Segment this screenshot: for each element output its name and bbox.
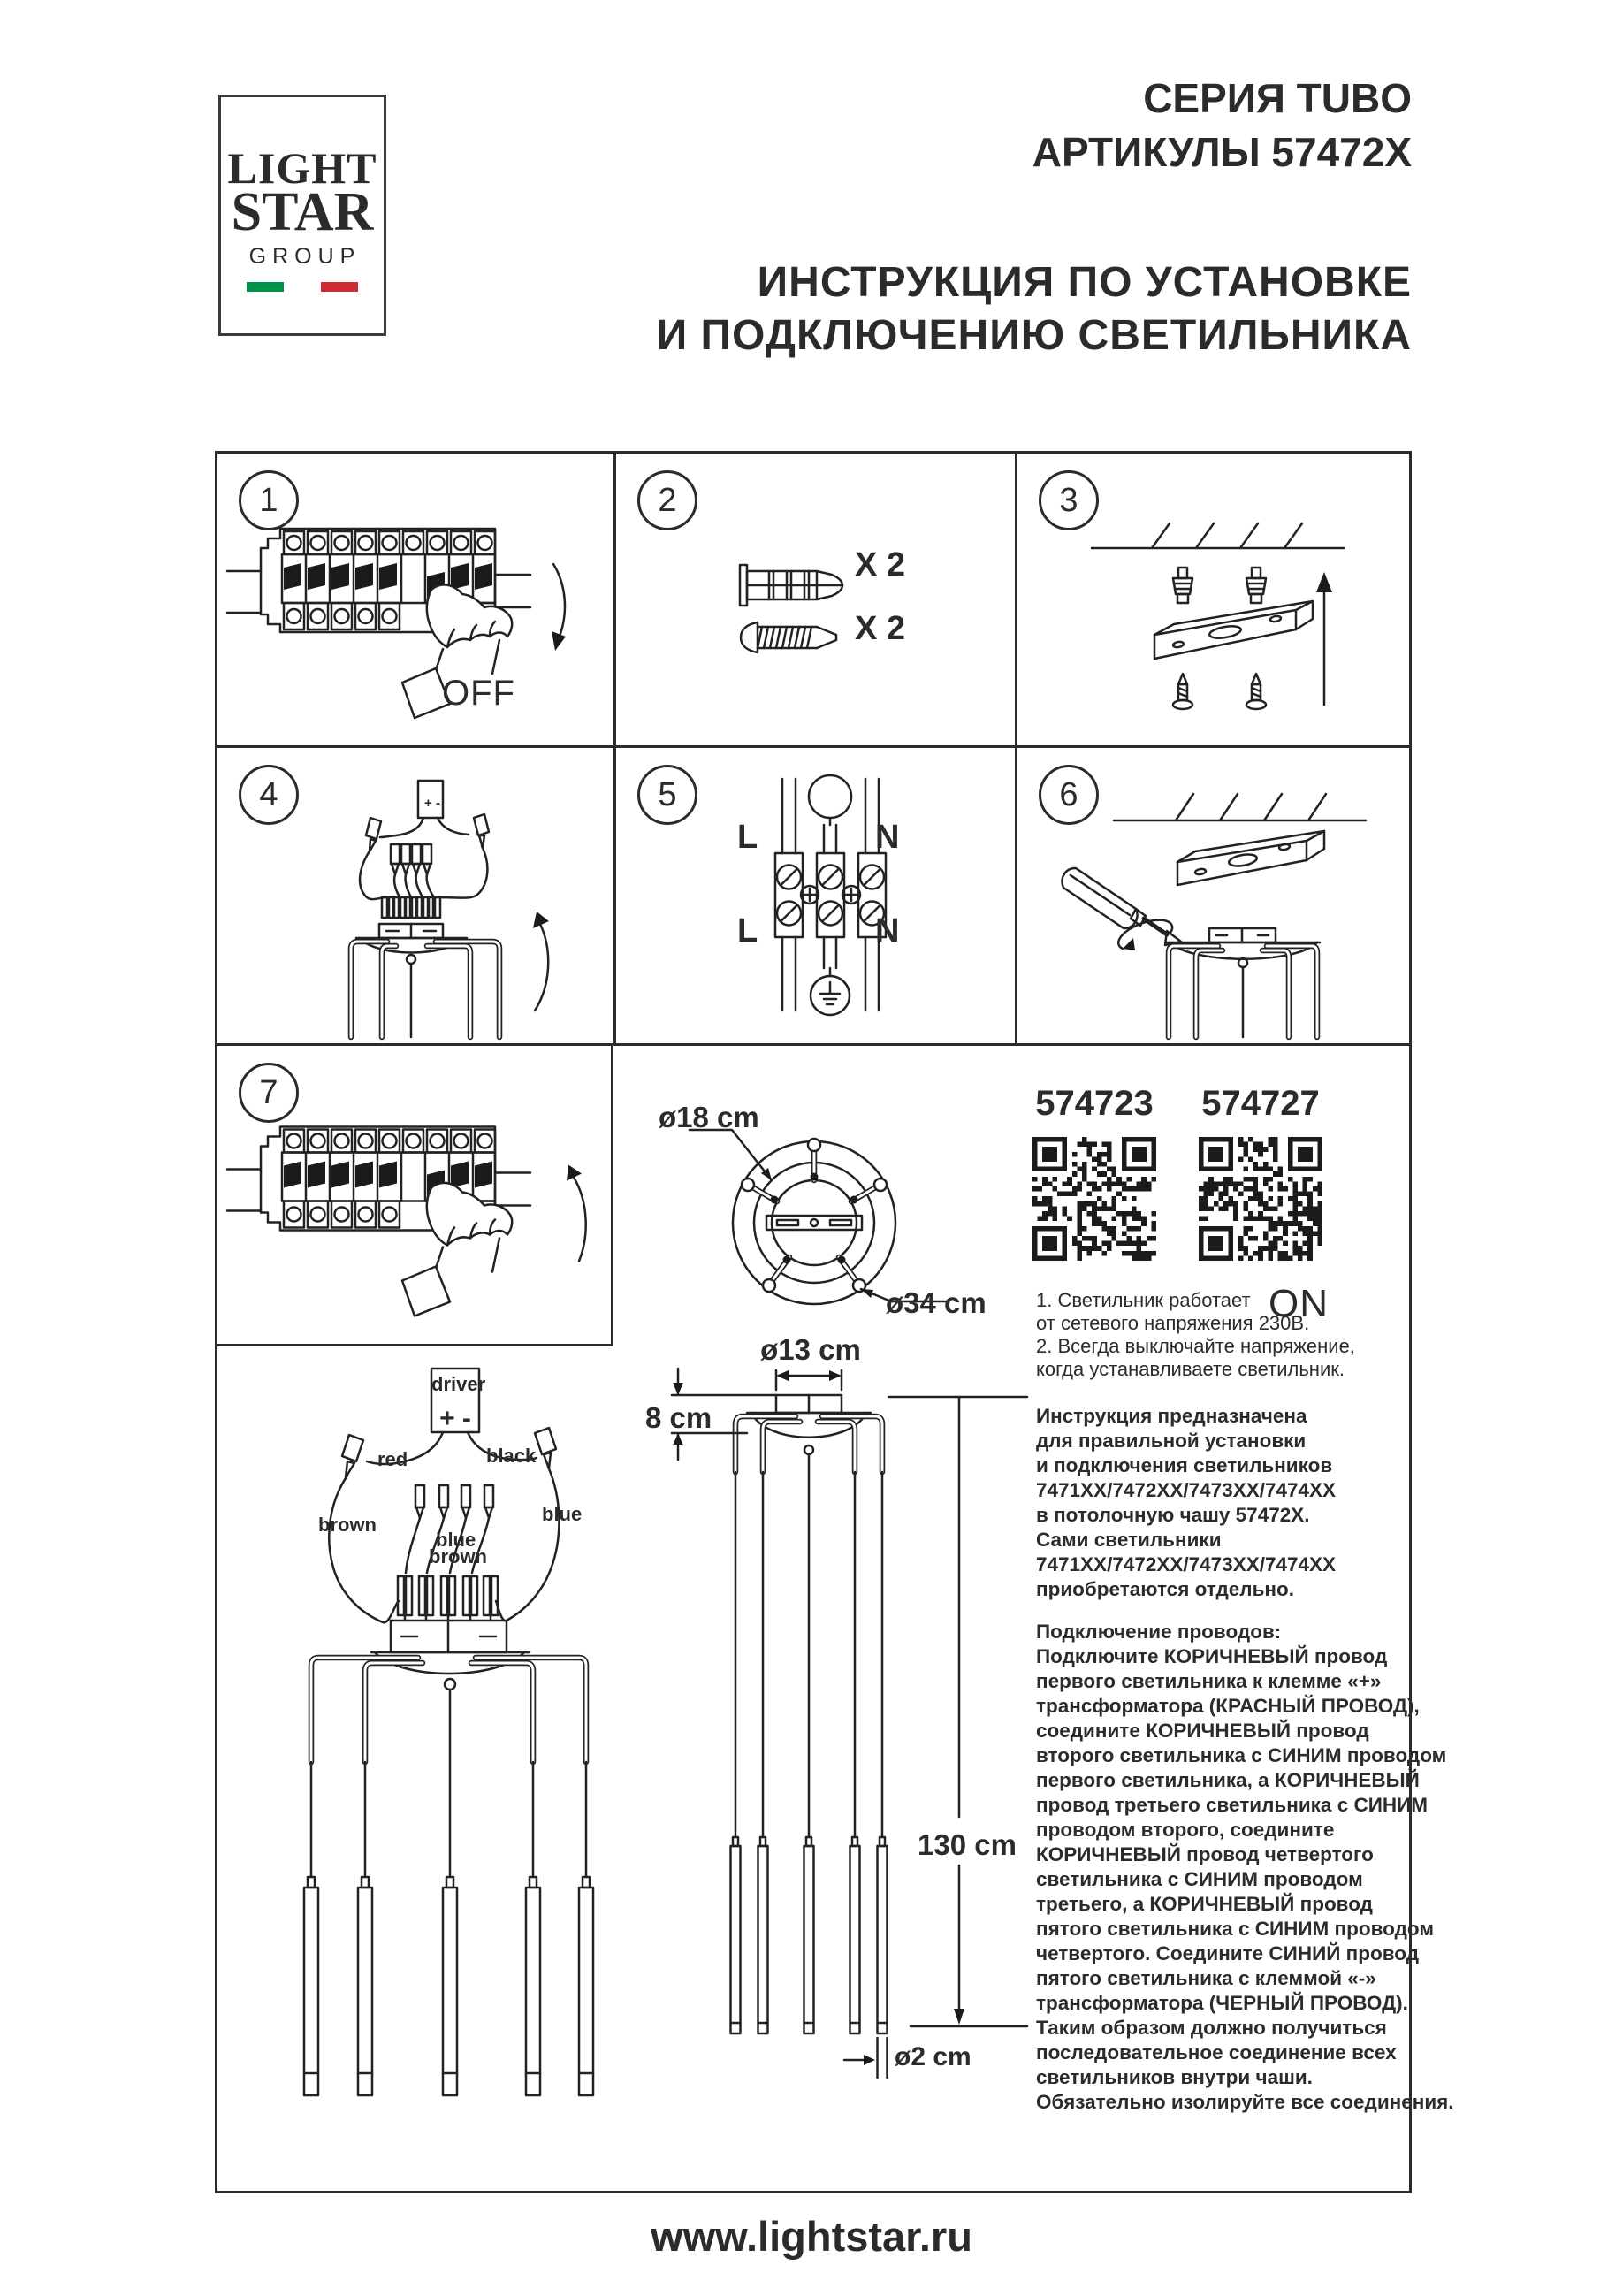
on-label: ON <box>1269 1282 1329 1325</box>
step-1-number: 1 <box>239 470 299 530</box>
step5-terminal-diagram <box>613 745 1014 1043</box>
n-bottom-label: N <box>875 912 900 950</box>
step4-wiring-diagram <box>215 745 613 1043</box>
step-3-number: 3 <box>1039 470 1099 530</box>
instruction-title-line2: И ПОДКЛЮЧЕНИЮ СВЕТИЛЬНИКА <box>656 312 1412 359</box>
logo-group: GROUP <box>248 244 362 269</box>
dim-34-label: ø34 cm <box>886 1286 987 1319</box>
dim-8-label: 8 cm <box>645 1401 712 1434</box>
driver-polarity-label: + - <box>439 1404 471 1433</box>
screw-qty-label: X 2 <box>855 610 906 647</box>
step-7-number: 7 <box>239 1063 299 1123</box>
step-2-number: 2 <box>637 470 697 530</box>
step-4-number: 4 <box>239 765 299 825</box>
qr-code-574727 <box>1199 1137 1322 1261</box>
lightstar-logo <box>218 95 386 336</box>
logo-star: STAR <box>231 182 374 242</box>
l-bottom-label: L <box>737 912 758 950</box>
blue-wire-label: blue <box>542 1503 583 1525</box>
step-5-number: 5 <box>637 765 697 825</box>
dim-13-label: ø13 cm <box>760 1333 861 1366</box>
step2-hardware-diagram <box>613 451 1014 745</box>
step7-breakers-on-diagram <box>215 1046 613 1346</box>
brown-wire-label: brown <box>318 1514 377 1536</box>
front-dimension-diagram <box>619 1326 1043 2095</box>
purpose-paragraph: Инструкция предназначена для правильной установки и подключения светильников 7471XX/7472XX/7473XX/7474XX в потолочную чашу 57472X. Сами светильники 7471XX/7472XX/7473XX/7474XX приобретаются отдельно. <box>1036 1405 1337 1600</box>
brown-mid-wire-label: brown <box>429 1545 487 1568</box>
driver-label: driver <box>431 1373 486 1395</box>
website-url: www.lightstar.ru <box>651 2213 972 2260</box>
safety-note: 1. Светильник работает от сетевого напряжения 230В. 2. Всегда выключайте напряжение, когда устанавливаете светильник. <box>1036 1289 1355 1380</box>
articles-title: АРТИКУЛЫ 57472X <box>1032 129 1412 175</box>
logo-light: LIGHT <box>227 143 377 193</box>
qr-code-574723 <box>1032 1137 1156 1261</box>
black-wire-label: black <box>486 1445 537 1467</box>
dim-18-label: ø18 cm <box>659 1101 759 1133</box>
step6-fix-bracket-diagram <box>1015 745 1412 1043</box>
red-wire-label: red <box>377 1448 408 1470</box>
driver-wiring-diagram <box>215 1346 630 2195</box>
series-title: СЕРИЯ TUBO <box>1143 75 1412 121</box>
article-574727-label: 574727 <box>1201 1084 1320 1123</box>
n-top-label: N <box>875 819 900 856</box>
italian-flag-icon <box>247 282 358 292</box>
step4-driver-polarity: + - <box>424 796 440 811</box>
blue-mid-wire-label: blue <box>436 1529 476 1551</box>
step3-ceiling-mount-diagram <box>1015 451 1412 745</box>
dim-2-label: ø2 cm <box>895 2042 972 2071</box>
l-top-label: L <box>737 819 758 856</box>
dim-130-label: 130 cm <box>918 1828 1017 1861</box>
off-label: OFF <box>442 674 515 713</box>
anchor-qty-label: X 2 <box>855 546 906 584</box>
wiring-paragraph: Подключение проводов: Подключите КОРИЧНЕВЫЙ провод первого светильника к клемме «+» трансформатора (КРАСНЫЙ ПРОВОД), соедините КОРИЧНЕВЫЙ провод второго светильника с СИНИМ проводом первого светильника, а КОРИЧНЕВЫЙ провод третьего светильника с СИНИМ проводом второго, соедините КОРИЧНЕВЫЙ провод четвертого светильника с СИНИМ проводом третьего, а КОРИЧНЕВЫЙ провод пятого светильника с СИНИМ проводом четвертого. Соедините СИНИЙ провод пятого светильника с клеммой «-» трансформатора (ЧЕРНЫЙ ПРОВОД). Таким образом должно получиться последовательное соединение всех светильников внутри чаши. Обязательно изолируйте все соединения. <box>1036 1621 1454 2113</box>
step-6-number: 6 <box>1039 765 1099 825</box>
instruction-title-line1: ИНСТРУКЦИЯ ПО УСТАНОВКЕ <box>757 259 1412 306</box>
article-574723-label: 574723 <box>1035 1084 1154 1123</box>
